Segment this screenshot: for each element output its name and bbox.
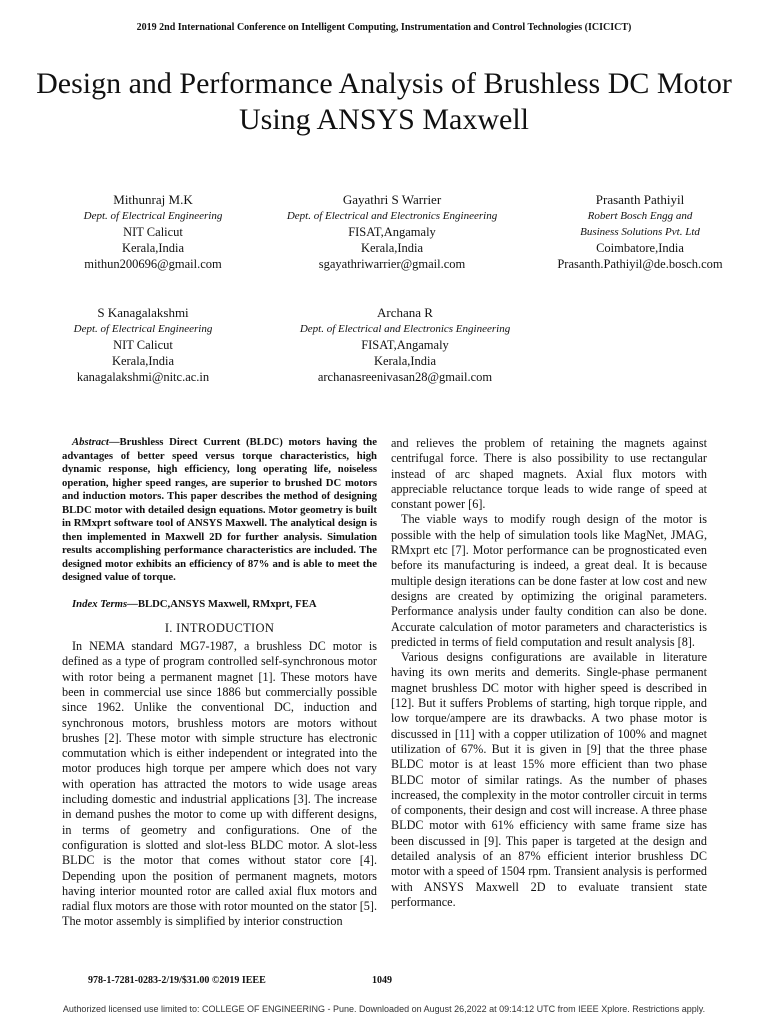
author-dept: Dept. of Electrical and Electronics Engineering — [286, 210, 498, 222]
page-number: 1049 — [372, 975, 392, 986]
author-org: FISAT,Angamaly — [361, 338, 449, 352]
author-email: sgayathriwarrier@gmail.com — [318, 257, 466, 271]
author-name: Archana R — [377, 305, 433, 320]
author-email: archanasreenivasan28@gmail.com — [317, 370, 493, 384]
license-notice: Authorized licensed use limited to: COLLEGE OF ENGINEERING - Pune. Downloaded on August 26,2022 at 09:14:12 UTC from IEEE Xplore. Restrictions apply. — [62, 1004, 706, 1014]
author-dept: Dept. of Electrical and Electronics Engineering — [299, 323, 511, 335]
author-dept: Dept. of Electrical Engineering — [83, 210, 223, 222]
author-location: Kerala,India — [373, 354, 437, 368]
conference-header: 2019 2nd International Conference on Intelligent Computing, Instrumentation and Control Technologies (ICICICT) — [136, 22, 632, 33]
section-heading: I. INTRODUCTION — [164, 620, 275, 635]
author-email: mithun200696@gmail.com — [84, 257, 222, 271]
author-block — [278, 305, 532, 385]
author-location: Kerala,India — [111, 354, 175, 368]
author-location: Kerala,India — [360, 241, 424, 255]
author-name: Gayathri S Warrier — [342, 192, 442, 207]
paragraph: In NEMA standard MG7-1987, a brushless DC motor is defined as a type of program controlled self-synchronous motor with rotor being a permanent magnet [1]. These motors have been in commercial use since 1886 but commercially possible since 1962. Unlike the conventional DC, induction and synchronous motors, brushless motors are motors without brushes [2]. These motor with simple structure has electronic commutation which is either independent or integrated into the motor produces high torque per ampere which does not vary with operation has attracted the motors to wide usage areas including domestic and industrial applications [3]. The increase in demand pushes the motor to come up with different designs, in terms of geometry and configurations. One of the configuration is slotted and slot-less BLDC motor. A slot-less BLDC is the motor that comes without stator core [4]. Depending upon the position of permanent magnets, motors having interior mounted rotor are called axial flux motors and radial flux motors are those with rotor mounted on the stator [5]. The motor assembly is simplified by interior construction — [62, 639, 377, 929]
author-email: Prasanth.Pathiyil@de.bosch.com — [557, 257, 723, 271]
author-block — [52, 305, 234, 385]
author-org: NIT Calicut — [123, 225, 183, 239]
author-name: S Kanagalakshmi — [97, 305, 189, 320]
index-terms-label: Index Terms — [72, 597, 128, 610]
paragraph: The viable ways to modify rough design of the motor is possible with the help of simulation tools like MagNet, JMAG, RMxprt etc [7]. Motor performance can be prognosticated even before its manufacturing is indeed, a great deal. It is because multiple design iterations can be done faster at low cost and new designs are created by optimizing the original parameters. Performance analysis under faulty condition can also be done. Accurate calculation of motor parameters and characteristics is predicted in terms of field computation and result analysis [8]. — [391, 512, 707, 649]
author-block — [530, 192, 750, 272]
left-column — [62, 436, 377, 930]
author-org: NIT Calicut — [113, 338, 173, 352]
author-dept: Robert Bosch Engg and — [587, 210, 693, 222]
author-location: Coimbatore,India — [596, 241, 684, 255]
author-name: Mithunraj M.K — [113, 192, 193, 207]
index-terms-text: —BLDC,ANSYS Maxwell, RMxprt, FEA — [127, 597, 317, 610]
paragraph: Various designs configurations are available in literature having its own merits and demerits. Single-phase permanent magnet brushless DC motor with higher speed is described in [12]. But it suffers Problems of starting, high torque ripple, and low torque/ampere are its drawbacks. A two phase motor is discussed in [11] with a copper utilization of 100% and magnet utilization of 67%. But it is given in [9] that the three phase BLDC motor is at least 15% more efficient than two phase BLDC motor of similar ratings. As the number of phases increased, the complexity in the motor controller circuit in terms of components, their design and cost will increase. A three phase BLDC motor with 61% efficiency with same frame size has been discussed in [9]. This paper is targeted at the design and detailed analysis of an 87% efficient interior brushless DC motor with a speed of 1504 rpm. Transient analysis is performed with ANSYS Maxwell 2D to evaluate transient state performance. — [391, 650, 707, 909]
author-dept: Dept. of Electrical Engineering — [73, 323, 213, 335]
author-email: kanagalakshmi@nitc.ac.in — [76, 370, 210, 384]
paragraph: and relieves the problem of retaining the magnets against centrifugal force. There is also possibility to use rectangular instead of arc shaped magnets. Axial flux motors with appreciable reluctance torque leads to wide range of speed at constant power [6]. — [391, 436, 707, 512]
right-column — [391, 436, 707, 910]
abstract-label: Abstract — [72, 436, 109, 448]
isbn-footer: 978-1-7281-0283-2/19/$31.00 ©2019 IEEE — [88, 975, 266, 986]
author-block — [58, 192, 248, 272]
abstract-text: —Brushless Direct Current (BLDC) motors having the advantages of better speed versus torque characteristics, high dynamic response, high efficiency, long operating life, noiseless operation, higher speed ranges, are superior to brushed DC motors and induction motors. This paper describes the method of designing BLDC motor with detailed design equations. Motor geometry is built in RMxprt software tool of ANSYS Maxwell. The analytical design is then implemented in Maxwell 2D for further analysis. Simulation results accomplishing performance characteristics are included. The designed motor exhibits an efficiency of 87% and is able to meet the designed value of torque. — [62, 436, 377, 583]
author-block — [265, 192, 519, 272]
index-terms — [62, 597, 377, 612]
author-org: FISAT,Angamaly — [348, 225, 436, 239]
abstract — [62, 436, 377, 585]
author-name: Prasanth Pathiyil — [595, 192, 685, 207]
author-location: Kerala,India — [121, 241, 185, 255]
author-dept-line2: Business Solutions Pvt. Ltd — [580, 226, 700, 238]
paper-title: Design and Performance Analysis of Brushless DC Motor Using ANSYS Maxwell — [36, 67, 732, 136]
